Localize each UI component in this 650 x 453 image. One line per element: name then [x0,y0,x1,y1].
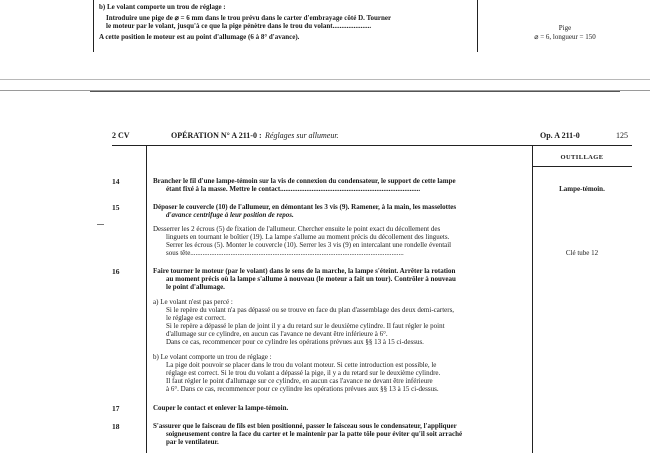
step-15-line-2: d'avance centrifuge à leur position de repos. [166,211,294,219]
step-16a-line-1: Si le repère du volant n'a pas dépassé ou se trouve en face du plan d'assemblage des deux demi-carters, [166,306,455,314]
model-label: 2 CV [112,131,130,140]
step-number-17: 17 [112,404,120,413]
step-16b-line-3: Il faut régler le point d'allumage sur ce cylindre, en aucun cas l'avance ne devant être inférieure [166,377,433,385]
step-16a-line-2: le réglage est correct. [166,314,226,322]
page-gap-line [0,79,650,80]
step-number-15: 15 [112,203,120,212]
step-16a-line-4: d'allumage sur ce cylindre, en aucun cas l'avance ne devant être inférieure à 6°. [166,330,388,338]
tools-heading-rule [532,166,632,167]
top-tool-column-rule [477,0,478,52]
pige-label: Pige [558,24,572,32]
page-number: 125 [616,131,628,140]
step-16a-line-3: Si le repère a dépassé le plan de joint il y a du retard sur le deuxième cylindre. Il faut régler le point [166,322,445,330]
op-ref: Op. A 211-0 [540,131,580,140]
operation-subtitle: Réglages sur allumeur. [265,131,339,140]
step-16a-title: a) Le volant n'est pas percé : [153,298,233,306]
operation-title: OPÉRATION N° A 211-0 : [171,131,262,140]
step-15b-line-1: Desserrer les 2 écrous (5) de fixation de l'allumeur. Chercher ensuite le point exact du décollement des [153,225,441,233]
page-gap-line-3 [90,91,620,92]
step-number-16: 16 [112,267,120,276]
top-b-line3: A cette position le moteur est au point d'allumage (6 à 8° d'avance). [99,33,300,41]
step-number-14: 14 [112,177,120,186]
step-17-line-1: Couper le contact et enlever la lampe-témoin. [153,404,289,412]
pige-spec: ⌀ = 6, longueur = 150 [534,33,596,41]
top-b-line1: Introduire une pige de ⌀ = 6 mm dans le trou prévu dans le carter d'embrayage côté D. Tourner [106,14,392,22]
step-16b-line-4: à 6°. Dans ce cas, recommencer pour ce cylindre les opérations prévues aux §§ 13 à 15 ci-dessus. [166,385,439,393]
tools-heading: OUTILLAGE [560,154,604,161]
top-b-title: b) Le volant comporte un trou de réglage : [99,3,226,11]
step-18-line-1: S'assurer que le faisceau de fils est bien positionné, passer le faisceau sous le condensateur, l'appliquer [153,422,457,430]
tool-cle-tube: Clé tube 12 [565,249,599,257]
step-16b-title: b) Le volant comporte un trou de réglage : [153,353,272,361]
step-16b-line-2: réglage est correct. Si le trou du volant a dépassé la pige, il y a du retard sur le deuxième cylindre. [166,369,441,377]
step-16b-line-1: La pige doit pouvoir se placer dans le trou du volant moteur. Si cette introduction est possible, le [166,361,437,369]
step-16-line-2: au moment précis où la lampe s'allume à nouveau (le moteur a fait un tour). Contrôler à nouveau [166,275,456,283]
header-rule [112,145,632,146]
step-14-line-1: Brancher le fil d'une lampe-témoin sur la vis de connexion du condensateur, le support de cette lampe [153,177,456,185]
step-16a-line-5: Dans ce cas, recommencer pour ce cylindre les opérations prévues aux §§ 13 à 15 ci-dessus. [166,338,424,346]
scan-mark [97,224,104,225]
step-15b-line-3: Serrer les écrous (5). Monter le couvercle (10). Serrer les 3 vis (9) en intercalant une rondelle éventail [166,241,452,249]
top-b-line2: le moteur par le volant, jusqu'à ce que la pige pénètre dans le trou du volant...................... [106,22,372,30]
top-left-rule [93,0,94,52]
tool-lampe-temoin: Lampe-témoin. [559,185,605,193]
step-18-line-2: soigneusement contre la face du carter et le maintenir par la patte tôle pour éviter qu'il soit arraché [166,430,463,438]
step-15b-line-4: sous tête.......................................................................................................................... [166,249,404,257]
step-15-line-1: Déposer le couvercle (10) de l'allumeur, en démontant les 3 vis (9). Ramener, à la main, les masselottes [153,203,457,211]
step-14-line-2: étant fixé à la masse. Mettre le contact................................................................................ [166,185,421,193]
step-18-line-3: par le ventilateur. [166,438,219,446]
number-column-rule [146,145,147,453]
step-number-18: 18 [112,422,120,431]
step-15b-line-2: linguets en tournant le boîtier (19). La lampe s'allume au moment précis du décollement des linguets. [166,233,450,241]
step-16-line-3: le point d'allumage. [166,283,225,291]
step-16-line-1: Faire tourner le moteur (par le volant) dans le sens de la marche, la lampe s'éteint. Arrêter la rotation [153,267,456,275]
